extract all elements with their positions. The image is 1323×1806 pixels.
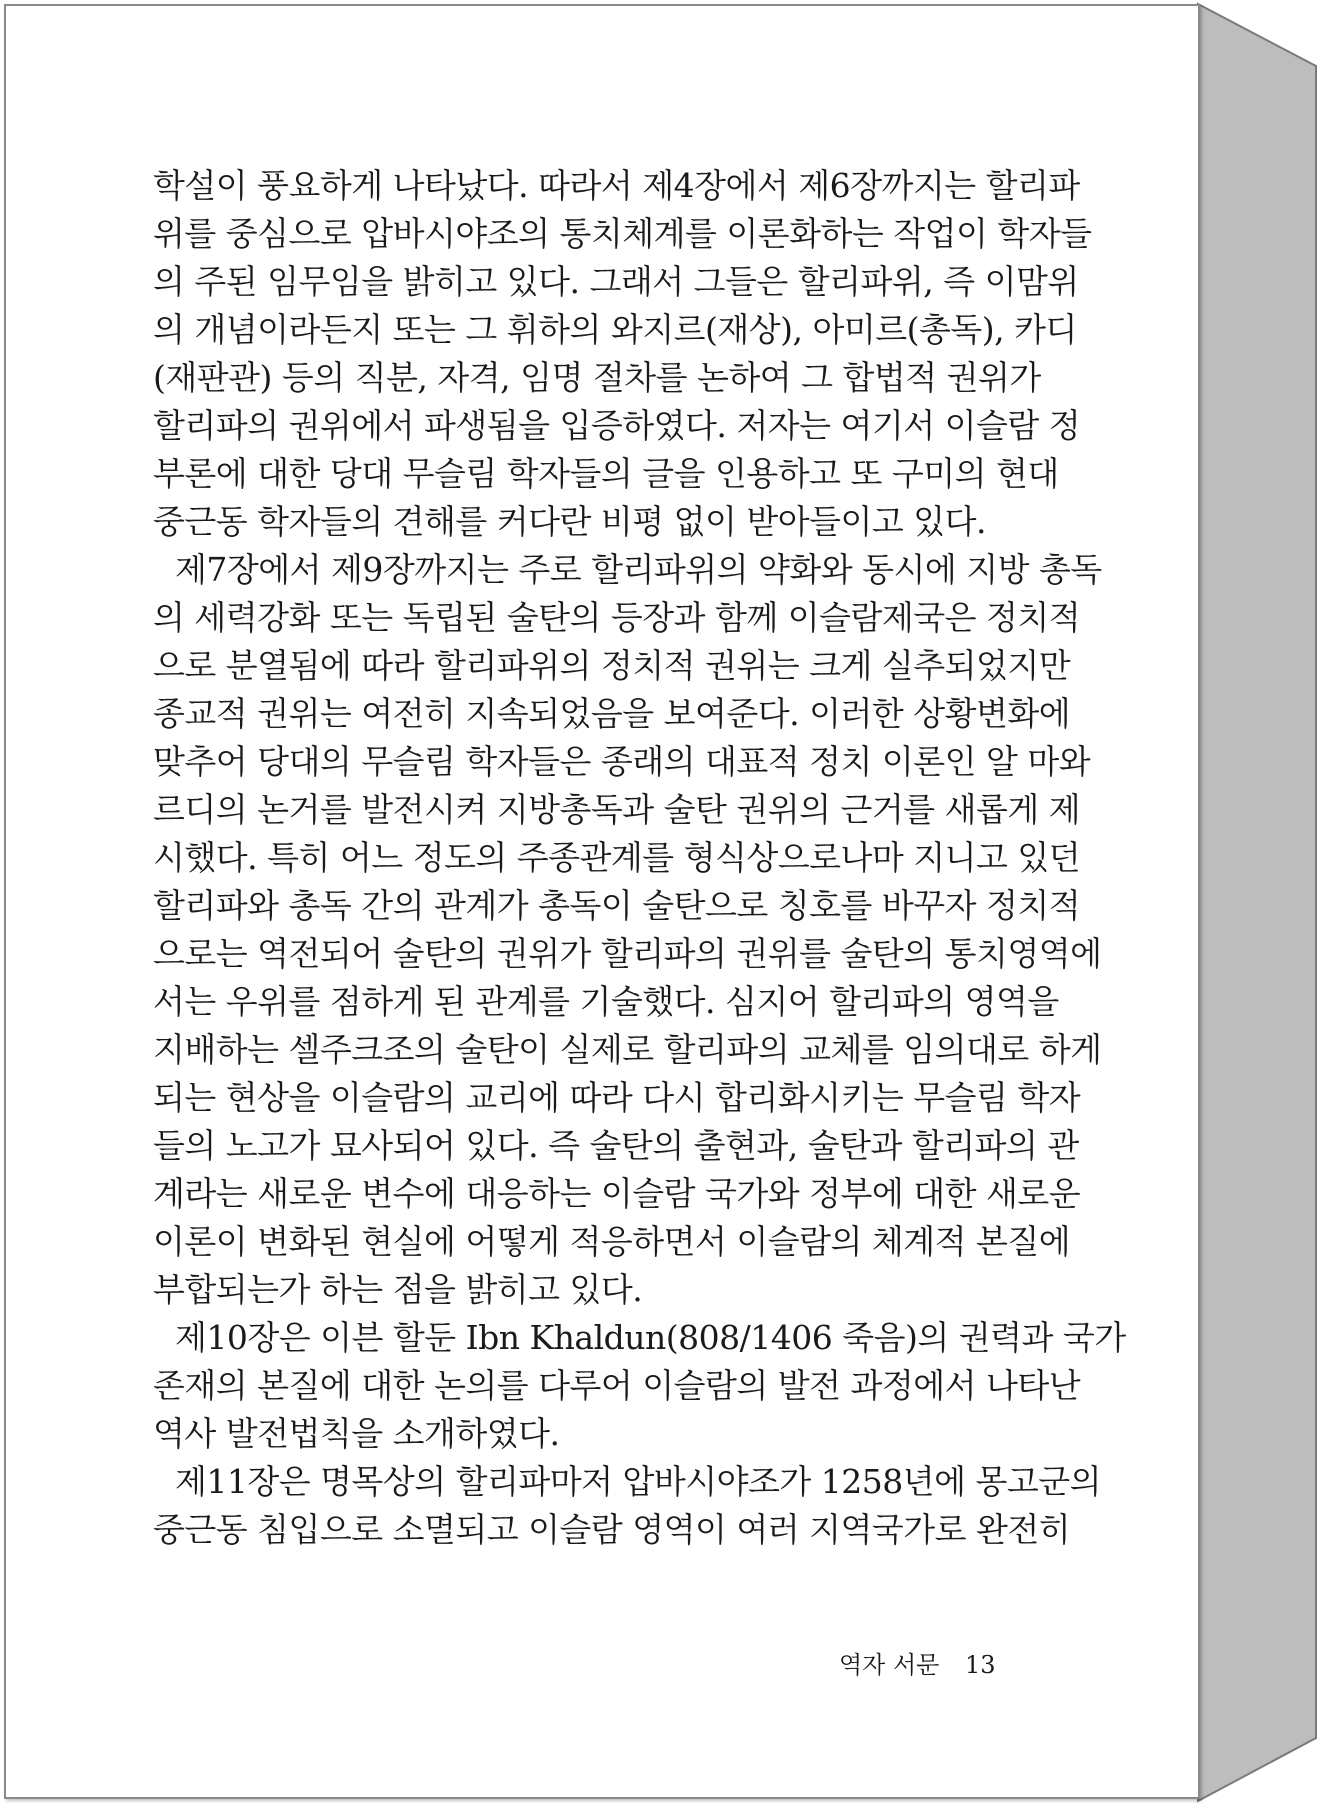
text-line: 학설이 풍요하게 나타났다. 따라서 제4장에서 제6장까지는 할리파 [153, 166, 1080, 205]
paragraph-start-line: 제7장에서 제9장까지는 주로 할리파위의 약화와 동시에 지방 총독 [175, 550, 1102, 589]
book-edge-shade [1198, 4, 1316, 1801]
page-number: 13 [965, 1651, 996, 1679]
text-line: 부론에 대한 당대 무슬림 학자들의 글을 인용하고 또 구미의 현대 [153, 454, 1059, 493]
text-line: 중근동 학자들의 견해를 커다란 비평 없이 받아들이고 있다. [153, 502, 986, 541]
page-footer [839, 1645, 996, 1680]
text-line: 서는 우위를 점하게 된 관계를 기술했다. 심지어 할리파의 영역을 [153, 982, 1059, 1021]
text-line: 맞추어 당대의 무슬림 학자들은 종래의 대표적 정치 이론인 알 마와 [153, 742, 1091, 781]
text-line: 역사 발전법칙을 소개하였다. [153, 1414, 560, 1453]
text-line: 들의 노고가 묘사되어 있다. 즉 술탄의 출현과, 술탄과 할리파의 관 [153, 1126, 1079, 1165]
paragraph-start-line: 제10장은 이븐 할둔 Ibn Khaldun(808/1406 죽음)의 권력과 국가 [175, 1318, 1126, 1357]
text-line: 부합되는가 하는 점을 밝히고 있다. [153, 1270, 643, 1309]
text-line: 의 개념이라든지 또는 그 휘하의 와지르(재상), 아미르(총독), 카디 [153, 310, 1077, 349]
text-line: 의 세력강화 또는 독립된 술탄의 등장과 함께 이슬람제국은 정치적 [153, 598, 1081, 637]
text-line: 위를 중심으로 압바시야조의 통치체계를 이론화하는 작업이 학자들 [153, 214, 1092, 253]
paragraph-start-line: 제11장은 명목상의 할리파마저 압바시야조가 1258년에 몽고군의 [175, 1462, 1101, 1501]
text-line: 르디의 논거를 발전시켜 지방총독과 술탄 권위의 근거를 새롭게 제 [153, 790, 1081, 829]
text-line: 으로는 역전되어 술탄의 권위가 할리파의 권위를 술탄의 통치영역에 [153, 934, 1102, 973]
text-line: 계라는 새로운 변수에 대응하는 이슬람 국가와 정부에 대한 새로운 [153, 1174, 1081, 1213]
body-text [153, 162, 1126, 1554]
text-line: (재판관) 등의 직분, 자격, 임명 절차를 논하여 그 합법적 권위가 [153, 358, 1041, 397]
text-line: 할리파의 권위에서 파생됨을 입증하였다. 저자는 여기서 이슬람 정 [153, 406, 1081, 445]
text-line: 되는 현상을 이슬람의 교리에 따라 다시 합리화시키는 무슬림 학자 [153, 1078, 1081, 1117]
text-line: 할리파와 총독 간의 관계가 총독이 술탄으로 칭호를 바꾸자 정치적 [153, 886, 1081, 925]
text-line: 시했다. 특히 어느 정도의 주종관계를 형식상으로나마 지니고 있던 [153, 838, 1081, 877]
text-line: 의 주된 임무임을 밝히고 있다. 그래서 그들은 할리파위, 즉 이맘위 [153, 262, 1079, 301]
text-line: 이론이 변화된 현실에 어떻게 적응하면서 이슬람의 체계적 본질에 [153, 1222, 1071, 1261]
text-line: 종교적 권위는 여전히 지속되었음을 보여준다. 이러한 상황변화에 [153, 694, 1071, 733]
text-line: 존재의 본질에 대한 논의를 다루어 이슬람의 발전 과정에서 나타난 [153, 1366, 1081, 1405]
text-line: 중근동 침입으로 소멸되고 이슬람 영역이 여러 지역국가로 완전히 [153, 1510, 1071, 1549]
text-line: 으로 분열됨에 따라 할리파위의 정치적 권위는 크게 실추되었지만 [153, 646, 1071, 685]
running-footer-title: 역자 서문 [839, 1651, 940, 1679]
text-line: 지배하는 셀주크조의 술탄이 실제로 할리파의 교체를 임의대로 하게 [153, 1030, 1102, 1069]
